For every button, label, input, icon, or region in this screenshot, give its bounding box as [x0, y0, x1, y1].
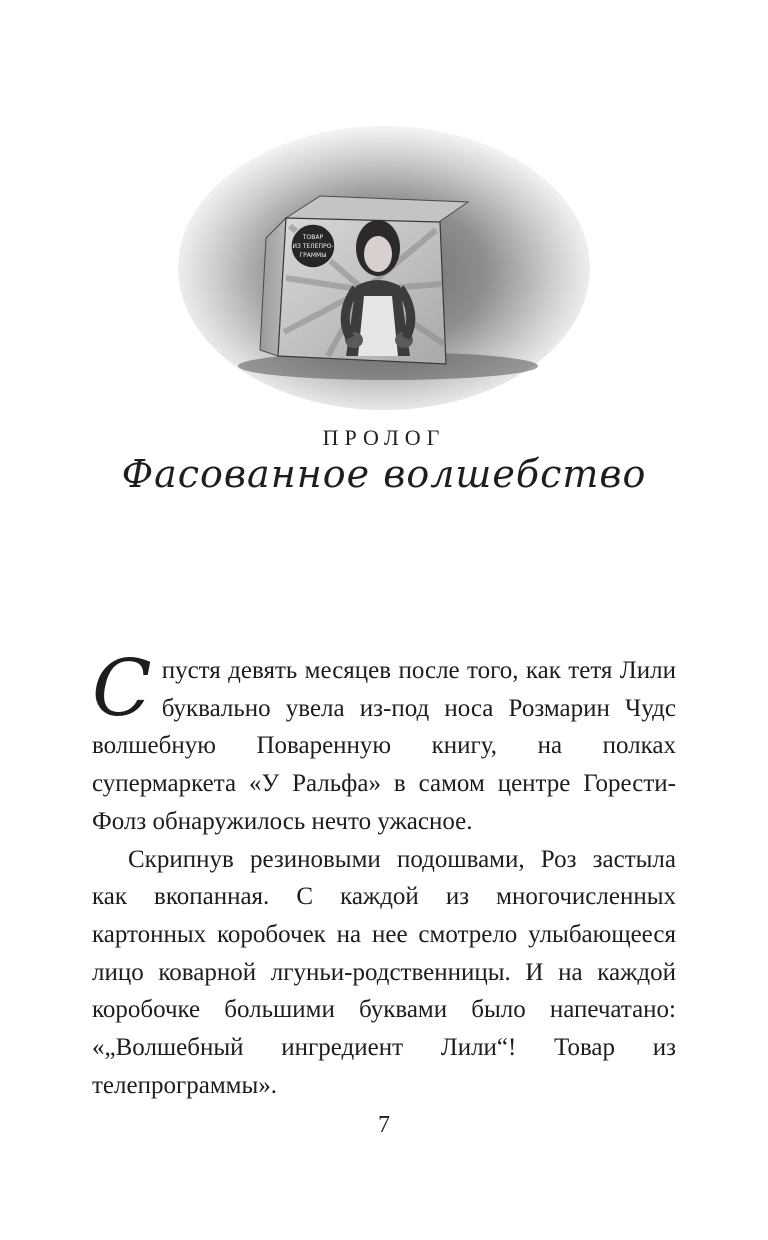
- box-illustration: [178, 118, 590, 410]
- body-text: [92, 644, 676, 1104]
- box-label-line-2: ИЗ ТЕЛЕПРО-: [292, 243, 334, 250]
- paragraph-1: [92, 644, 676, 841]
- box-label-line-3: ГРАММЫ: [299, 252, 327, 259]
- chapter-title: Фасованное волшебство: [121, 452, 647, 496]
- box-label-line-1: ТОВАР: [302, 234, 324, 241]
- paragraph-2: Скрипнув резиновыми подошвами, Роз застыла как вкопанная. С каждой из многочисленных картонных коробочек на нее смотрело улыбающееся лицо коварной лгуньи-родственницы. И на каждой коробочке большими буквами было напечатано: «„Волшебный ингредиент Лили“! Товар из телепрограммы».: [92, 845, 676, 1099]
- chapter-label: ПРОЛОГ: [322, 425, 446, 450]
- paragraph-1-text: пустя девять месяцев после того, как тетя Лили буквально увела из-под носа Розмарин Чудс волшебную Поваренную книгу, на полках супермаркета «У Ральфа» в самом центре Горести-Фолз обнаружилось нечто ужасное.: [92, 657, 676, 835]
- drop-cap: С: [92, 644, 152, 734]
- page-number: 7: [378, 1112, 390, 1138]
